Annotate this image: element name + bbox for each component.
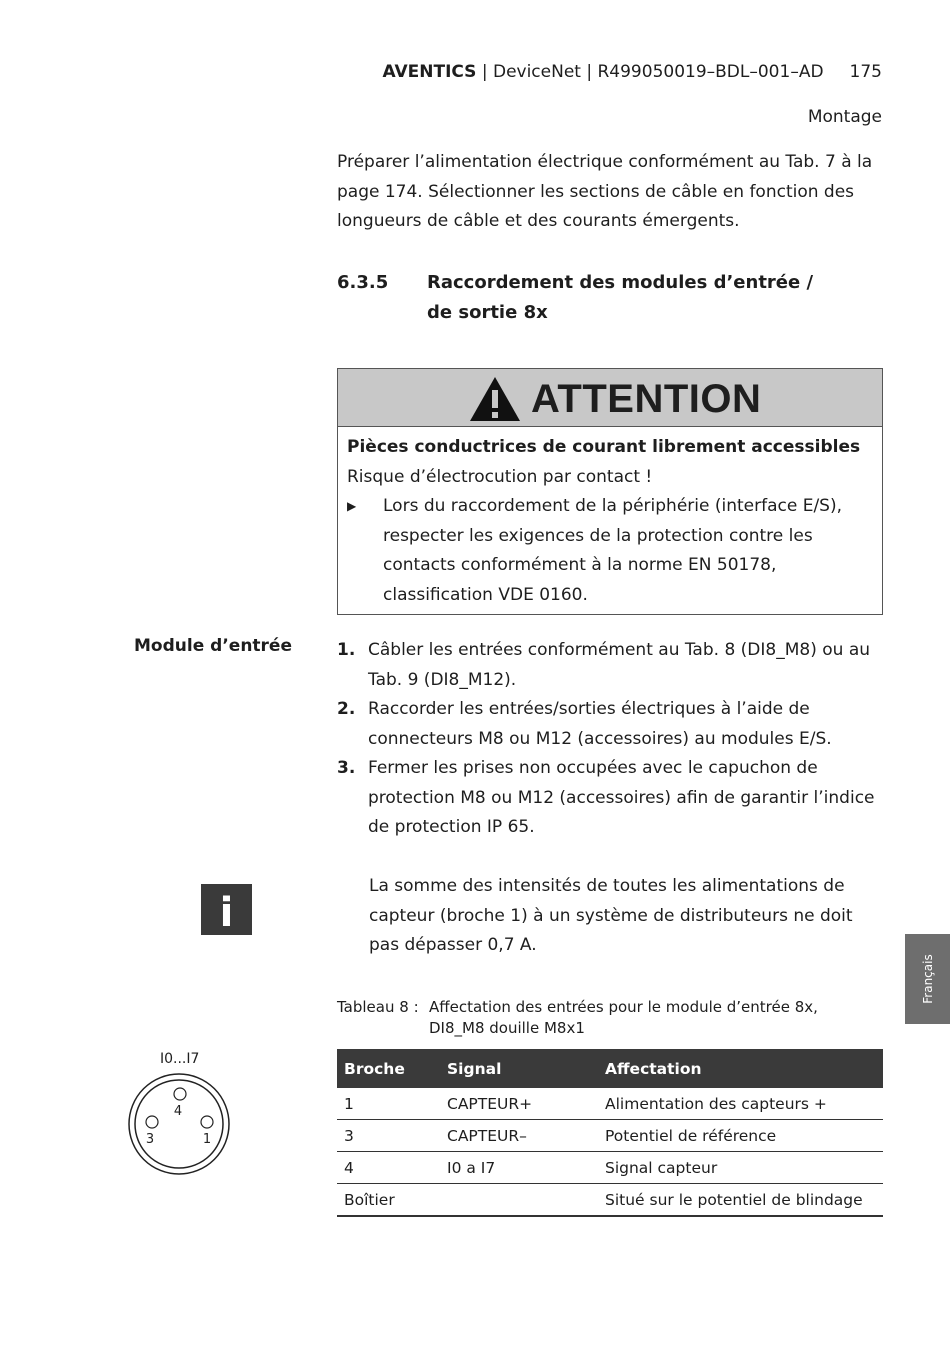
table-row (337, 1152, 883, 1184)
info-line: La somme des intensités de toutes les alimentations de (369, 876, 845, 896)
table-row (337, 1184, 883, 1217)
connector-label: I0...I7 (160, 1051, 200, 1067)
attention-body (338, 427, 882, 610)
table-cell: CAPTEUR– (440, 1120, 598, 1152)
pin-label: 1 (202, 1132, 212, 1147)
measure-line: respecter les exigences de la protection contre les (383, 525, 813, 546)
table-cell: I0 a I7 (440, 1152, 598, 1184)
attention-title: ATTENTION (531, 377, 762, 421)
running-header (382, 62, 882, 82)
hazard-measure (347, 492, 873, 610)
language-tab[interactable] (905, 934, 950, 1024)
table-header-row (337, 1049, 883, 1088)
info-line: pas dépasser 0,7 A. (369, 935, 537, 955)
measure-line: classification VDE 0160. (383, 584, 588, 605)
table-cell: 4 (337, 1152, 440, 1184)
table-cell (440, 1184, 598, 1217)
step-line: Câbler les entrées conformément au Tab. 8 (DI8_M8) ou au (368, 640, 871, 660)
pin-label: 3 (145, 1132, 155, 1147)
list-item (337, 636, 885, 695)
intro-paragraph (337, 148, 885, 237)
hazard-risk: Risque d’électrocution par contact ! (347, 466, 653, 487)
list-item (337, 695, 885, 754)
page-number: 175 (849, 62, 882, 82)
table-row (337, 1120, 883, 1152)
pin-label: 4 (173, 1104, 183, 1119)
step-list (337, 636, 885, 843)
list-item (337, 754, 885, 843)
intro-line: longueurs de câble et des courants émergents. (337, 211, 740, 231)
column-header: Broche (337, 1049, 440, 1088)
step-line: protection M8 ou M12 (accessoires) afin de garantir l’indice (368, 787, 875, 808)
intro-line: Préparer l’alimentation électrique conformément au Tab. 7 à la (337, 152, 873, 172)
caption-label: Tableau 8 : (337, 998, 419, 1016)
attention-header (338, 369, 882, 427)
step-line: Raccorder les entrées/sorties électriques à l’aide de (368, 699, 810, 719)
step-number: 1. (337, 640, 356, 660)
caption-line: Affectation des entrées pour le module d’entrée 8x, (429, 998, 818, 1016)
heading-title (427, 268, 847, 327)
language-tab-label: Français (920, 954, 935, 1004)
table-cell: Alimentation des capteurs + (598, 1088, 883, 1120)
margin-label: Module d’entrée (134, 636, 292, 656)
table-cell: 1 (337, 1088, 440, 1120)
column-header: Affectation (598, 1049, 883, 1088)
bullet-arrow-icon: ▶ (347, 499, 357, 513)
info-icon (201, 884, 252, 935)
step-line: de protection IP 65. (368, 817, 535, 837)
warning-triangle-icon (468, 375, 522, 423)
step-line: connecteurs M8 ou M12 (accessoires) au modules E/S. (368, 728, 832, 749)
step-line: Tab. 9 (DI8_M12). (368, 669, 517, 690)
attention-box (337, 368, 883, 615)
step-number: 2. (337, 699, 356, 719)
measure-line: Lors du raccordement de la périphérie (interface E/S), (383, 496, 843, 516)
column-header: Signal (440, 1049, 598, 1088)
table-cell: 3 (337, 1120, 440, 1152)
m8-socket-icon (127, 1072, 233, 1178)
section-name: Montage (807, 107, 882, 127)
brand-name: AVENTICS (382, 62, 477, 82)
intro-line: page 174. Sélectionner les sections de câble en fonction des (337, 181, 855, 202)
table-cell: Situé sur le potentiel de blindage (598, 1184, 883, 1217)
caption-text (429, 997, 889, 1039)
caption-line: DI8_M8 douille M8x1 (429, 1019, 585, 1037)
heading-number: 6.3.5 (337, 272, 389, 293)
info-letter: i (219, 890, 234, 935)
hazard-title: Pièces conductrices de courant librement accessibles (347, 437, 861, 457)
heading-title-line: Raccordement des modules d’entrée / (427, 272, 814, 293)
measure-line: contacts conformément à la norme EN 50178, (383, 555, 777, 575)
table-cell: Signal capteur (598, 1152, 883, 1184)
table-cell: Potentiel de référence (598, 1120, 883, 1152)
info-note (369, 872, 869, 961)
step-line: Fermer les prises non occupées avec le capuchon de (368, 758, 818, 778)
table-cell: Boîtier (337, 1184, 440, 1217)
info-line: capteur (broche 1) à un système de distributeurs ne doit (369, 905, 853, 926)
table-cell: CAPTEUR+ (440, 1088, 598, 1120)
document-reference: | DeviceNet | R499050019–BDL–001–AD (476, 62, 824, 82)
pin-assignment-table (337, 1049, 883, 1217)
step-number: 3. (337, 758, 356, 778)
table-row (337, 1088, 883, 1120)
heading-title-line: de sortie 8x (427, 301, 548, 323)
